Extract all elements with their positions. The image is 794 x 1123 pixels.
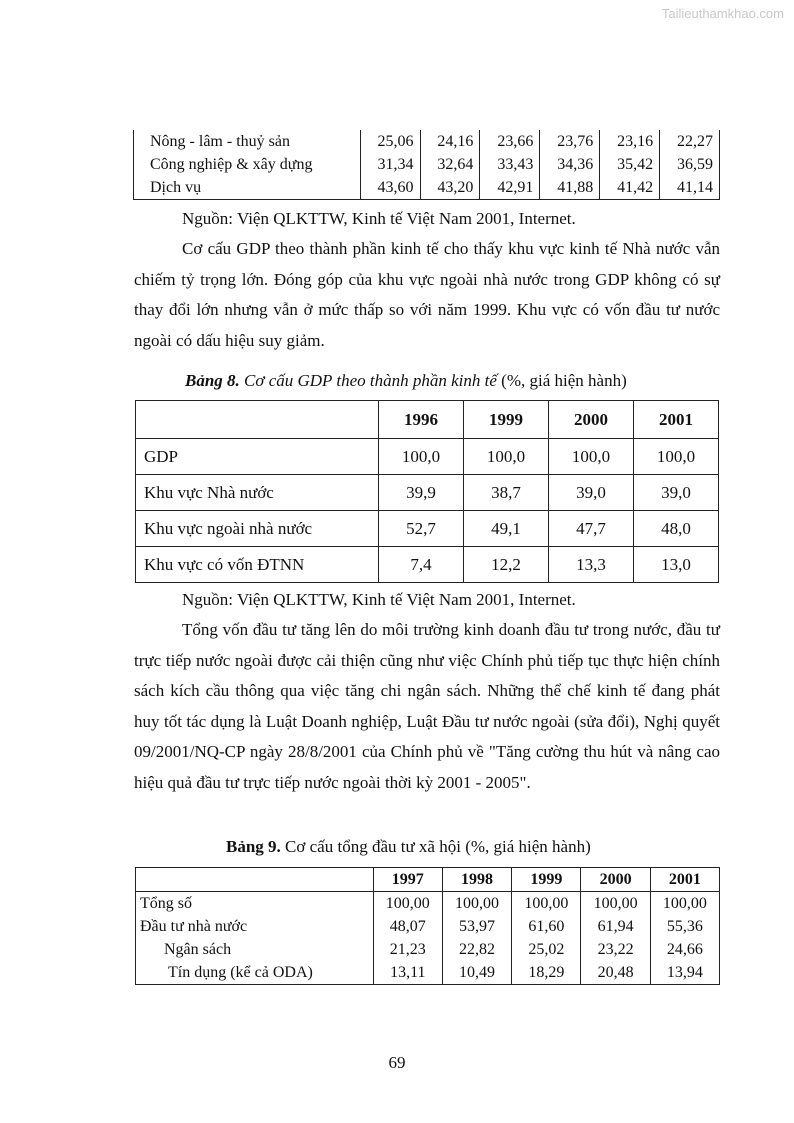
table-cell: 23,76 bbox=[540, 130, 600, 153]
table-row bbox=[136, 915, 720, 938]
row-label: Khu vực Nhà nước bbox=[136, 475, 379, 511]
row-label: Dịch vụ bbox=[134, 176, 361, 200]
table-cell: 53,97 bbox=[442, 915, 511, 938]
table-cell: 48,0 bbox=[634, 511, 719, 547]
row-label: Khu vực có vốn ĐTNN bbox=[136, 547, 379, 583]
column-header: 1997 bbox=[373, 868, 442, 892]
row-label: Nông - lâm - thuỷ sản bbox=[134, 130, 361, 153]
table-cell: 39,0 bbox=[634, 475, 719, 511]
table-cell: 61,60 bbox=[512, 915, 581, 938]
table-row bbox=[136, 475, 719, 511]
table-cell: 25,06 bbox=[360, 130, 420, 153]
table-cell: 32,64 bbox=[420, 153, 480, 176]
table9-caption bbox=[226, 837, 591, 857]
table-cell: 13,0 bbox=[634, 547, 719, 583]
table8-caption-unit: (%, giá hiện hành) bbox=[496, 371, 627, 390]
table-cell: 52,7 bbox=[379, 511, 464, 547]
table-row bbox=[136, 961, 720, 985]
table-cell: 33,43 bbox=[480, 153, 540, 176]
table-row bbox=[134, 176, 720, 200]
table-cell: 55,36 bbox=[650, 915, 719, 938]
column-header: 1999 bbox=[512, 868, 581, 892]
table-cell: 47,7 bbox=[549, 511, 634, 547]
table-cell: 100,0 bbox=[549, 439, 634, 475]
row-label: GDP bbox=[136, 439, 379, 475]
table-cell: 48,07 bbox=[373, 915, 442, 938]
table-cell: 100,0 bbox=[634, 439, 719, 475]
table-row bbox=[134, 153, 720, 176]
table-cell: 18,29 bbox=[512, 961, 581, 985]
table-cell: 39,9 bbox=[379, 475, 464, 511]
social-investment-table bbox=[135, 867, 720, 985]
column-header bbox=[136, 401, 379, 439]
table-cell: 100,0 bbox=[379, 439, 464, 475]
table-cell: 100,0 bbox=[464, 439, 549, 475]
column-header: 2000 bbox=[581, 868, 650, 892]
table-cell: 38,7 bbox=[464, 475, 549, 511]
column-header: 2000 bbox=[549, 401, 634, 439]
paragraph-investment: Tổng vốn đầu tư tăng lên do môi trường kinh doanh đầu tư trong nước, đầu tư trực tiếp nước ngoài được cải thiện cũng như việc Chính phủ tiếp tục thực hiện chính sách kích cầu thông qua việc tăng chi ngân sách. Những thể chế kinh tế đang phát huy tốt tác dụng là Luật Doanh nghiệp, Luật Đầu tư nước ngoài (sửa đổi), Nghị quyết 09/2001/NQ-CP ngày 28/8/2001 của Chính phủ về "Tăng cường thu hút và nâng cao hiệu quả đầu tư trực tiếp nước ngoài thời kỳ 2001 - 2005". bbox=[134, 620, 720, 792]
table-cell: 13,11 bbox=[373, 961, 442, 985]
table-cell: 22,27 bbox=[660, 130, 720, 153]
page-number: 69 bbox=[388, 1053, 406, 1072]
table-cell: 22,82 bbox=[442, 938, 511, 961]
table-cell: 61,94 bbox=[581, 915, 650, 938]
table-cell: 100,00 bbox=[373, 892, 442, 916]
table9-caption-title: Cơ cấu tổng đầu tư xã hội (%, giá hiện hành) bbox=[280, 837, 591, 856]
table-cell: 49,1 bbox=[464, 511, 549, 547]
column-header: 2001 bbox=[634, 401, 719, 439]
table-row bbox=[134, 130, 720, 153]
row-label: Khu vực ngoài nhà nước bbox=[136, 511, 379, 547]
column-header: 1998 bbox=[442, 868, 511, 892]
table-cell: 23,16 bbox=[600, 130, 660, 153]
table-cell: 23,66 bbox=[480, 130, 540, 153]
table-cell: 10,49 bbox=[442, 961, 511, 985]
row-label: Đầu tư nhà nước bbox=[136, 915, 374, 938]
table-cell: 23,22 bbox=[581, 938, 650, 961]
table-cell: 13,3 bbox=[549, 547, 634, 583]
table-row bbox=[136, 439, 719, 475]
table-cell: 42,91 bbox=[480, 176, 540, 200]
table-cell: 41,88 bbox=[540, 176, 600, 200]
table-cell: 100,00 bbox=[442, 892, 511, 916]
table-row bbox=[136, 511, 719, 547]
table-row bbox=[136, 547, 719, 583]
table-cell: 100,00 bbox=[650, 892, 719, 916]
row-label: Ngân sách bbox=[136, 938, 374, 961]
row-label: Công nghiệp & xây dựng bbox=[134, 153, 361, 176]
table-cell: 41,14 bbox=[660, 176, 720, 200]
table-cell: 35,42 bbox=[600, 153, 660, 176]
table-cell: 34,36 bbox=[540, 153, 600, 176]
table-row bbox=[136, 938, 720, 961]
table-cell: 100,00 bbox=[512, 892, 581, 916]
column-header: 2001 bbox=[650, 868, 719, 892]
watermark: Tailieuthamkhao.com bbox=[661, 6, 784, 21]
source-note-1: Nguồn: Viện QLKTTW, Kinh tế Việt Nam 2001, Internet. bbox=[182, 209, 576, 228]
table-cell: 20,48 bbox=[581, 961, 650, 985]
table8-caption-title: Cơ cấu GDP theo thành phần kinh tế bbox=[239, 371, 497, 390]
source-note-2: Nguồn: Viện QLKTTW, Kinh tế Việt Nam 2001, Internet. bbox=[182, 590, 576, 609]
table-cell: 25,02 bbox=[512, 938, 581, 961]
table-cell: 36,59 bbox=[660, 153, 720, 176]
table8-caption bbox=[185, 371, 627, 391]
table9-caption-label: Bảng 9. bbox=[226, 837, 281, 856]
table-cell: 31,34 bbox=[360, 153, 420, 176]
column-header: 1999 bbox=[464, 401, 549, 439]
table8-caption-label: Bảng 8. bbox=[185, 371, 240, 390]
table-cell: 43,60 bbox=[360, 176, 420, 200]
table-cell: 41,42 bbox=[600, 176, 660, 200]
table-cell: 21,23 bbox=[373, 938, 442, 961]
gdp-by-sector-table bbox=[135, 400, 719, 583]
table-cell: 24,16 bbox=[420, 130, 480, 153]
table-cell: 24,66 bbox=[650, 938, 719, 961]
table-cell: 7,4 bbox=[379, 547, 464, 583]
table-cell: 39,0 bbox=[549, 475, 634, 511]
table-cell: 13,94 bbox=[650, 961, 719, 985]
table-row bbox=[136, 892, 720, 916]
table-cell: 43,20 bbox=[420, 176, 480, 200]
column-header bbox=[136, 868, 374, 892]
paragraph-gdp-structure: Cơ cấu GDP theo thành phần kinh tế cho thấy khu vực kinh tế Nhà nước vẫn chiếm tỷ trọng lớn. Đóng góp của khu vực ngoài nhà nước trong GDP không có sự thay đổi lớn nhưng vẫn ở mức thấp so với năm 1999. Khu vực có vốn đầu tư nước ngoài có dấu hiệu suy giảm. bbox=[134, 239, 720, 350]
column-header: 1996 bbox=[379, 401, 464, 439]
row-label: Tín dụng (kể cả ODA) bbox=[136, 961, 374, 985]
sector-structure-table bbox=[133, 130, 720, 200]
row-label: Tổng số bbox=[136, 892, 374, 916]
table-cell: 12,2 bbox=[464, 547, 549, 583]
table-cell: 100,00 bbox=[581, 892, 650, 916]
